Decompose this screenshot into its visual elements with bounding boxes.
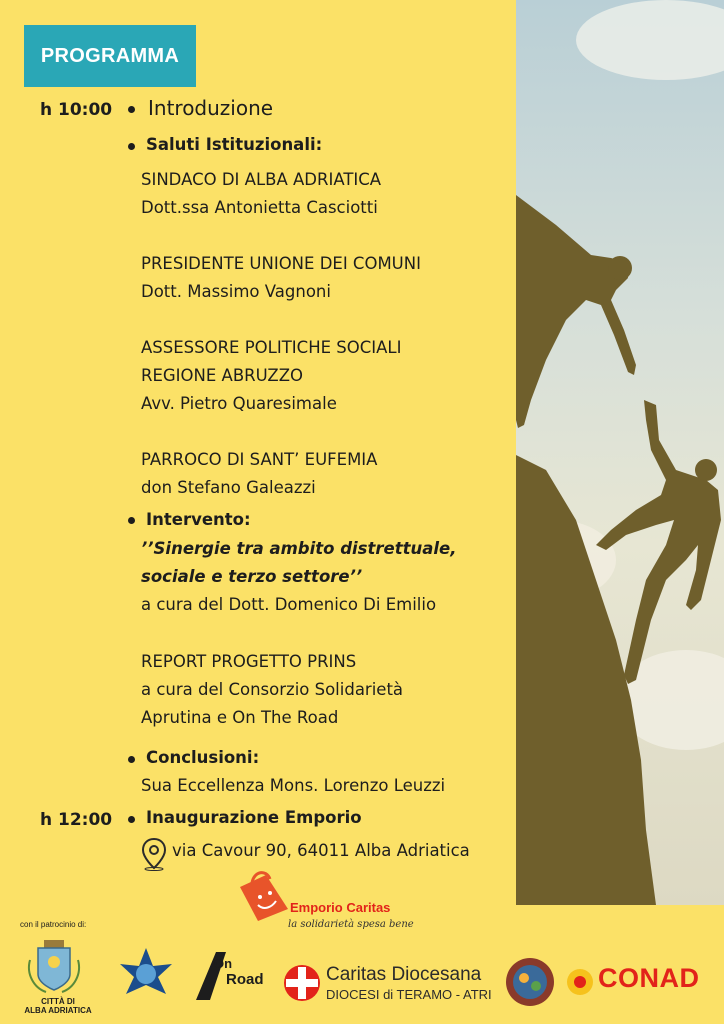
bullet-conclusioni: [128, 756, 135, 763]
citta-line-2: ALBA ADRIATICA: [24, 1006, 92, 1015]
parroco-role: PARROCO DI SANT’ EUFEMIA: [141, 450, 378, 469]
conad-flower-icon: [567, 969, 593, 995]
conclusioni-heading: Conclusioni:: [146, 748, 260, 767]
on-the-road-logo: [196, 952, 264, 1000]
alba-adriatica-crest-icon: [29, 940, 79, 992]
caritas-subtitle: DIOCESI di TERAMO - ATRI: [326, 987, 492, 1002]
assessore-role-2: REGIONE ABRUZZO: [141, 366, 303, 385]
parroco-name: don Stefano Galeazzi: [141, 478, 316, 497]
caritas-cross-icon: [284, 965, 320, 1001]
presidente-name: Dott. Massimo Vagnoni: [141, 282, 331, 301]
saluti-heading: Saluti Istituzionali:: [146, 135, 323, 154]
star-emblem-icon: [120, 948, 172, 994]
citta-line-1: CITTÀ DI: [41, 997, 75, 1006]
intervento-title-1: ’’Sinergie tra ambito distrettuale,: [141, 539, 457, 558]
assessore-name: Avv. Pietro Quaresimale: [141, 394, 337, 413]
report-line-2: a cura del Consorzio Solidarietà: [141, 680, 404, 699]
end-time: h 12:00: [40, 810, 113, 830]
svg-text:On: On: [214, 956, 233, 971]
climbers-photo: [516, 0, 724, 905]
bullet-saluti: [128, 143, 135, 150]
report-line-1: REPORT PROGETTO PRINS: [141, 652, 357, 671]
patrocinio-label: con il patrocinio di:: [20, 920, 87, 929]
programma-badge: PROGRAMMA: [24, 25, 196, 87]
start-time: h 10:00: [40, 100, 113, 120]
solidarieta-aprutina-logo: [506, 958, 554, 1006]
citta-label: [18, 997, 98, 1015]
svg-text:Road: Road: [226, 971, 264, 988]
report-line-3: Aprutina e On The Road: [141, 708, 339, 727]
sindaco-role: SINDACO DI ALBA ADRIATICA: [141, 170, 382, 189]
bullet-inaugurazione: [128, 816, 135, 823]
assessore-role-1: ASSESSORE POLITICHE SOCIALI: [141, 338, 402, 357]
emporio-tagline: la solidarietà spesa bene: [288, 919, 414, 930]
conclusioni-name: Sua Eccellenza Mons. Lorenzo Leuzzi: [141, 776, 446, 795]
inaugurazione-heading: Inaugurazione Emporio: [146, 808, 362, 827]
location-pin-icon: [141, 837, 167, 871]
presidente-role: PRESIDENTE UNIONE DEI COMUNI: [141, 254, 421, 273]
caritas-title: Caritas Diocesana: [326, 964, 482, 985]
bullet-intro: [128, 106, 135, 113]
intro-item: Introduzione: [148, 96, 274, 120]
bullet-intervento: [128, 517, 135, 524]
emporio-name: Emporio Caritas: [290, 900, 391, 915]
intervento-by: a cura del Dott. Domenico Di Emilio: [141, 595, 437, 614]
intervento-heading: Intervento:: [146, 510, 251, 529]
sindaco-name: Dott.ssa Antonietta Casciotti: [141, 198, 378, 217]
intervento-title-2: sociale e terzo settore’’: [141, 567, 363, 586]
address: via Cavour 90, 64011 Alba Adriatica: [172, 841, 470, 860]
conad-logo-text: CONAD: [598, 963, 700, 993]
